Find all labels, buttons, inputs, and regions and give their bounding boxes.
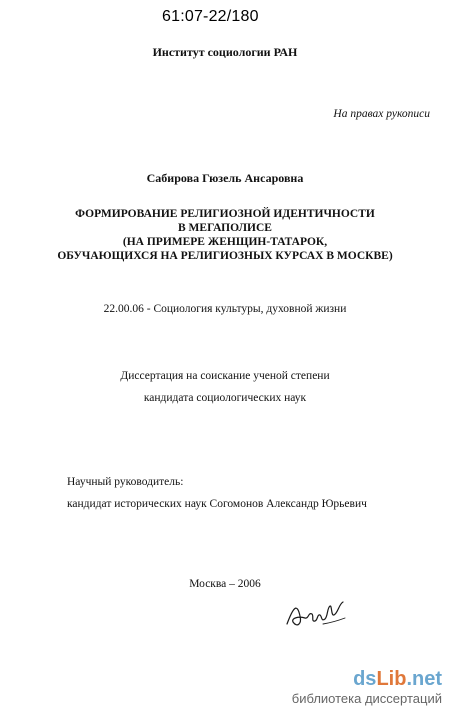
- watermark-subtitle: библиотека диссертаций: [291, 691, 442, 706]
- handwritten-signature: [283, 588, 353, 638]
- degree-statement: [0, 365, 450, 409]
- archive-stamp-number: 61:07-22/180: [162, 8, 259, 25]
- title-line: ФОРМИРОВАНИЕ РЕЛИГИОЗНОЙ ИДЕНТИЧНОСТИ: [75, 208, 375, 220]
- city-year: Москва – 2006: [189, 578, 261, 590]
- dissertation-title: [0, 207, 450, 263]
- rights-notice: На правах рукописи: [333, 108, 430, 120]
- author-name: Сабирова Гюзель Ансаровна: [146, 171, 304, 185]
- title-line: (НА ПРИМЕРЕ ЖЕНЩИН-ТАТАРОК,: [122, 236, 328, 248]
- degree-line: кандидата социологических наук: [143, 392, 307, 404]
- title-line: В МЕГАПОЛИСЕ: [178, 222, 272, 234]
- institute-name: Институт социологии РАН: [152, 45, 298, 59]
- title-line: ОБУЧАЮЩИХСЯ НА РЕЛИГИОЗНЫХ КУРСАХ В МОСКВЕ): [57, 250, 393, 262]
- specialty-code: 22.00.06 - Социология культуры, духовной жизни: [103, 303, 347, 315]
- signature-icon: [283, 588, 353, 638]
- advisor-name: кандидат исторических наук Согомонов Александр Юрьевич: [67, 498, 367, 510]
- dslib-watermark: [292, 667, 442, 707]
- advisor-label: Научный руководитель:: [67, 476, 184, 488]
- dslib-logo: [292, 667, 442, 691]
- degree-line: Диссертация на соискание ученой степени: [120, 370, 330, 382]
- logo-net: .net: [406, 668, 442, 690]
- logo-ds: ds: [353, 668, 377, 690]
- scientific-advisor: [67, 471, 367, 515]
- logo-lib: Lib: [376, 668, 407, 690]
